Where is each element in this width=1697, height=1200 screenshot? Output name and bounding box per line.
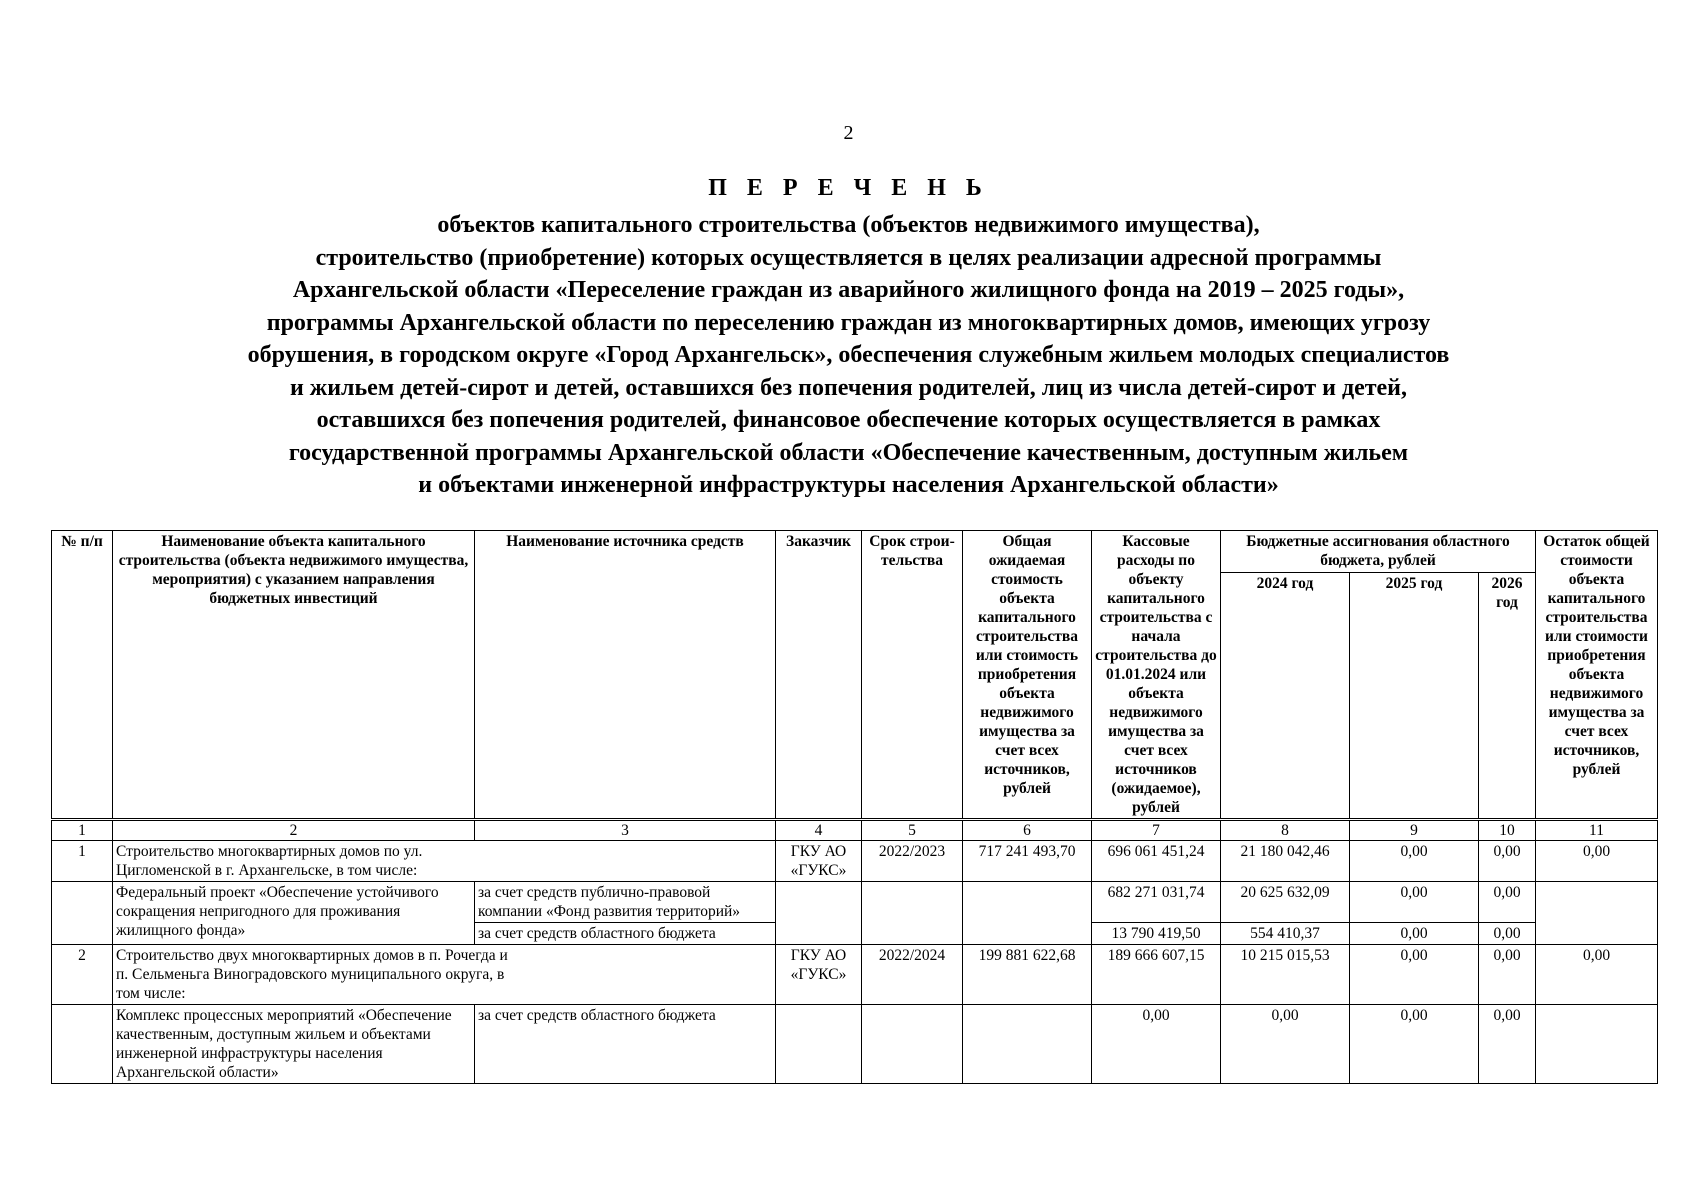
row-2024: 10 215 015,53	[1221, 945, 1350, 1005]
row-customer: ГКУ АО «ГУКС»	[776, 945, 862, 1005]
row-2026: 0,00	[1479, 923, 1536, 945]
row-total-cost: 717 241 493,70	[963, 841, 1092, 882]
row-2025: 0,00	[1350, 923, 1479, 945]
subtitle-line: объектов капитального строительства (объектов недвижимого имущества),	[437, 212, 1260, 238]
subtitle-line: Архангельской области «Переселение граждан из аварийного жилищного фонда на 2019 – 2025 годы»,	[292, 277, 1405, 303]
document-subtitle	[100, 209, 1597, 502]
col-number: 6	[963, 820, 1092, 841]
row-2024: 20 625 632,09	[1221, 882, 1350, 923]
col-number: 11	[1536, 820, 1658, 841]
row-num-empty	[52, 882, 113, 945]
table-row	[52, 882, 1658, 923]
row-term-empty	[862, 1005, 963, 1084]
header-budget: Бюджетные ассигнования областного бюджета, рублей	[1221, 531, 1536, 573]
col-number: 3	[475, 820, 776, 841]
row-2024: 554 410,37	[1221, 923, 1350, 945]
header-source: Наименование источника средств	[475, 531, 776, 820]
row-customer: ГКУ АО «ГУКС»	[776, 841, 862, 882]
subtitle-line: программы Архангельской области по переселению граждан из многоквартирных домов, имеющих угрозу	[266, 309, 1431, 336]
subtitle-line: и объектами инженерной инфраструктуры населения Архангельской области»	[418, 472, 1279, 498]
row-2026: 0,00	[1479, 945, 1536, 1005]
row-cash: 189 666 607,15	[1092, 945, 1221, 1005]
col-number: 5	[862, 820, 963, 841]
page-number: 2	[843, 122, 854, 144]
row-cash: 696 061 451,24	[1092, 841, 1221, 882]
row-object-name: Строительство двух многоквартирных домов в п. Рочегда и п. Сельменьга Виноградовского муниципального округа, в том числе:	[113, 945, 776, 1005]
row-total-cost: 199 881 622,68	[963, 945, 1092, 1005]
row-object-name: Комплекс процессных мероприятий «Обеспечение качественным, доступным жильем и объектами инженерной инфраструктуры населения Архангельской области»	[113, 1005, 475, 1084]
header-remainder: Остаток общей стоимости объекта капитального строительства или стоимости приобретения объекта недвижимого имущества за счет всех источников, рублей	[1536, 531, 1658, 820]
row-num: 1	[52, 841, 113, 882]
subtitle-line: государственной программы Архангельской области «Обеспечение качественным, доступным жильем	[288, 439, 1409, 466]
table-row	[52, 945, 1658, 1005]
header-2026: 2026 год	[1479, 572, 1536, 819]
column-numbers-row	[52, 820, 1658, 841]
header-num: № п/п	[52, 531, 113, 820]
header-customer: Заказчик	[776, 531, 862, 820]
row-customer-empty	[776, 1005, 862, 1084]
row-object-name: Строительство многоквартирных домов по ул. Цигломенской в г. Архангельске, в том числе:	[113, 841, 776, 882]
col-number: 7	[1092, 820, 1221, 841]
row-num: 2	[52, 945, 113, 1005]
row-remainder-empty	[1536, 882, 1658, 945]
row-2025: 0,00	[1350, 1005, 1479, 1084]
subtitle-line: строительство (приобретение) которых осуществляется в целях реализации адресной программы	[315, 244, 1382, 271]
row-source: за счет средств областного бюджета	[475, 923, 776, 945]
col-number: 2	[113, 820, 475, 841]
header-term: Срок строи-тельства	[862, 531, 963, 820]
row-source: за счет средств публично-правовой компании «Фонд развития территорий»	[475, 882, 776, 923]
row-num-empty	[52, 1005, 113, 1084]
row-remainder-empty	[1536, 1005, 1658, 1084]
row-term: 2022/2024	[862, 945, 963, 1005]
row-remainder: 0,00	[1536, 945, 1658, 1005]
row-cash: 682 271 031,74	[1092, 882, 1221, 923]
row-term-empty	[862, 882, 963, 945]
row-term: 2022/2023	[862, 841, 963, 882]
table-row	[52, 1005, 1658, 1084]
row-2025: 0,00	[1350, 841, 1479, 882]
document-title: П Е Р Е Ч Е Н Ь	[708, 175, 989, 201]
col-number: 8	[1221, 820, 1350, 841]
subtitle-line: и жильем детей-сирот и детей, оставшихся без попечения родителей, лиц из числа детей-сирот и детей,	[289, 374, 1408, 401]
row-cash: 0,00	[1092, 1005, 1221, 1084]
header-2024: 2024 год	[1221, 572, 1350, 819]
table-header-row	[52, 531, 1658, 573]
row-total-empty	[963, 1005, 1092, 1084]
header-object: Наименование объекта капитального строительства (объекта недвижимого имущества, мероприятия) с указанием направления бюджетных инвестиций	[113, 531, 475, 820]
row-2026: 0,00	[1479, 1005, 1536, 1084]
table-row	[52, 841, 1658, 882]
row-object-name: Федеральный проект «Обеспечение устойчивого сокращения непригодного для проживания жилищного фонда»	[113, 882, 475, 945]
col-number: 9	[1350, 820, 1479, 841]
row-total-empty	[963, 882, 1092, 945]
col-number: 4	[776, 820, 862, 841]
row-customer-empty	[776, 882, 862, 945]
col-number: 1	[52, 820, 113, 841]
row-2025: 0,00	[1350, 945, 1479, 1005]
subtitle-line: обрушения, в городском округе «Город Архангельск», обеспечения служебным жильем молодых специалистов	[247, 342, 1450, 368]
row-2025: 0,00	[1350, 882, 1479, 923]
objects-table	[51, 530, 1658, 1084]
row-cash: 13 790 419,50	[1092, 923, 1221, 945]
col-number: 10	[1479, 820, 1536, 841]
row-2024: 0,00	[1221, 1005, 1350, 1084]
subtitle-line: оставшихся без попечения родителей, финансовое обеспечение которых осуществляется в рамках	[316, 407, 1381, 433]
header-cash: Кассовые расходы по объекту капитального строительства с начала строительства до 01.01.2024 или объекта недвижимого имущества за счет всех источников (ожидаемое), рублей	[1092, 531, 1221, 820]
row-2026: 0,00	[1479, 882, 1536, 923]
row-remainder: 0,00	[1536, 841, 1658, 882]
row-2024: 21 180 042,46	[1221, 841, 1350, 882]
row-2026: 0,00	[1479, 841, 1536, 882]
row-source: за счет средств областного бюджета	[475, 1005, 776, 1084]
header-total-cost: Общая ожидаемая стоимость объекта капитального строительства или стоимость приобретения объекта недвижимого имущества за счет всех источников, рублей	[963, 531, 1092, 820]
header-2025: 2025 год	[1350, 572, 1479, 819]
